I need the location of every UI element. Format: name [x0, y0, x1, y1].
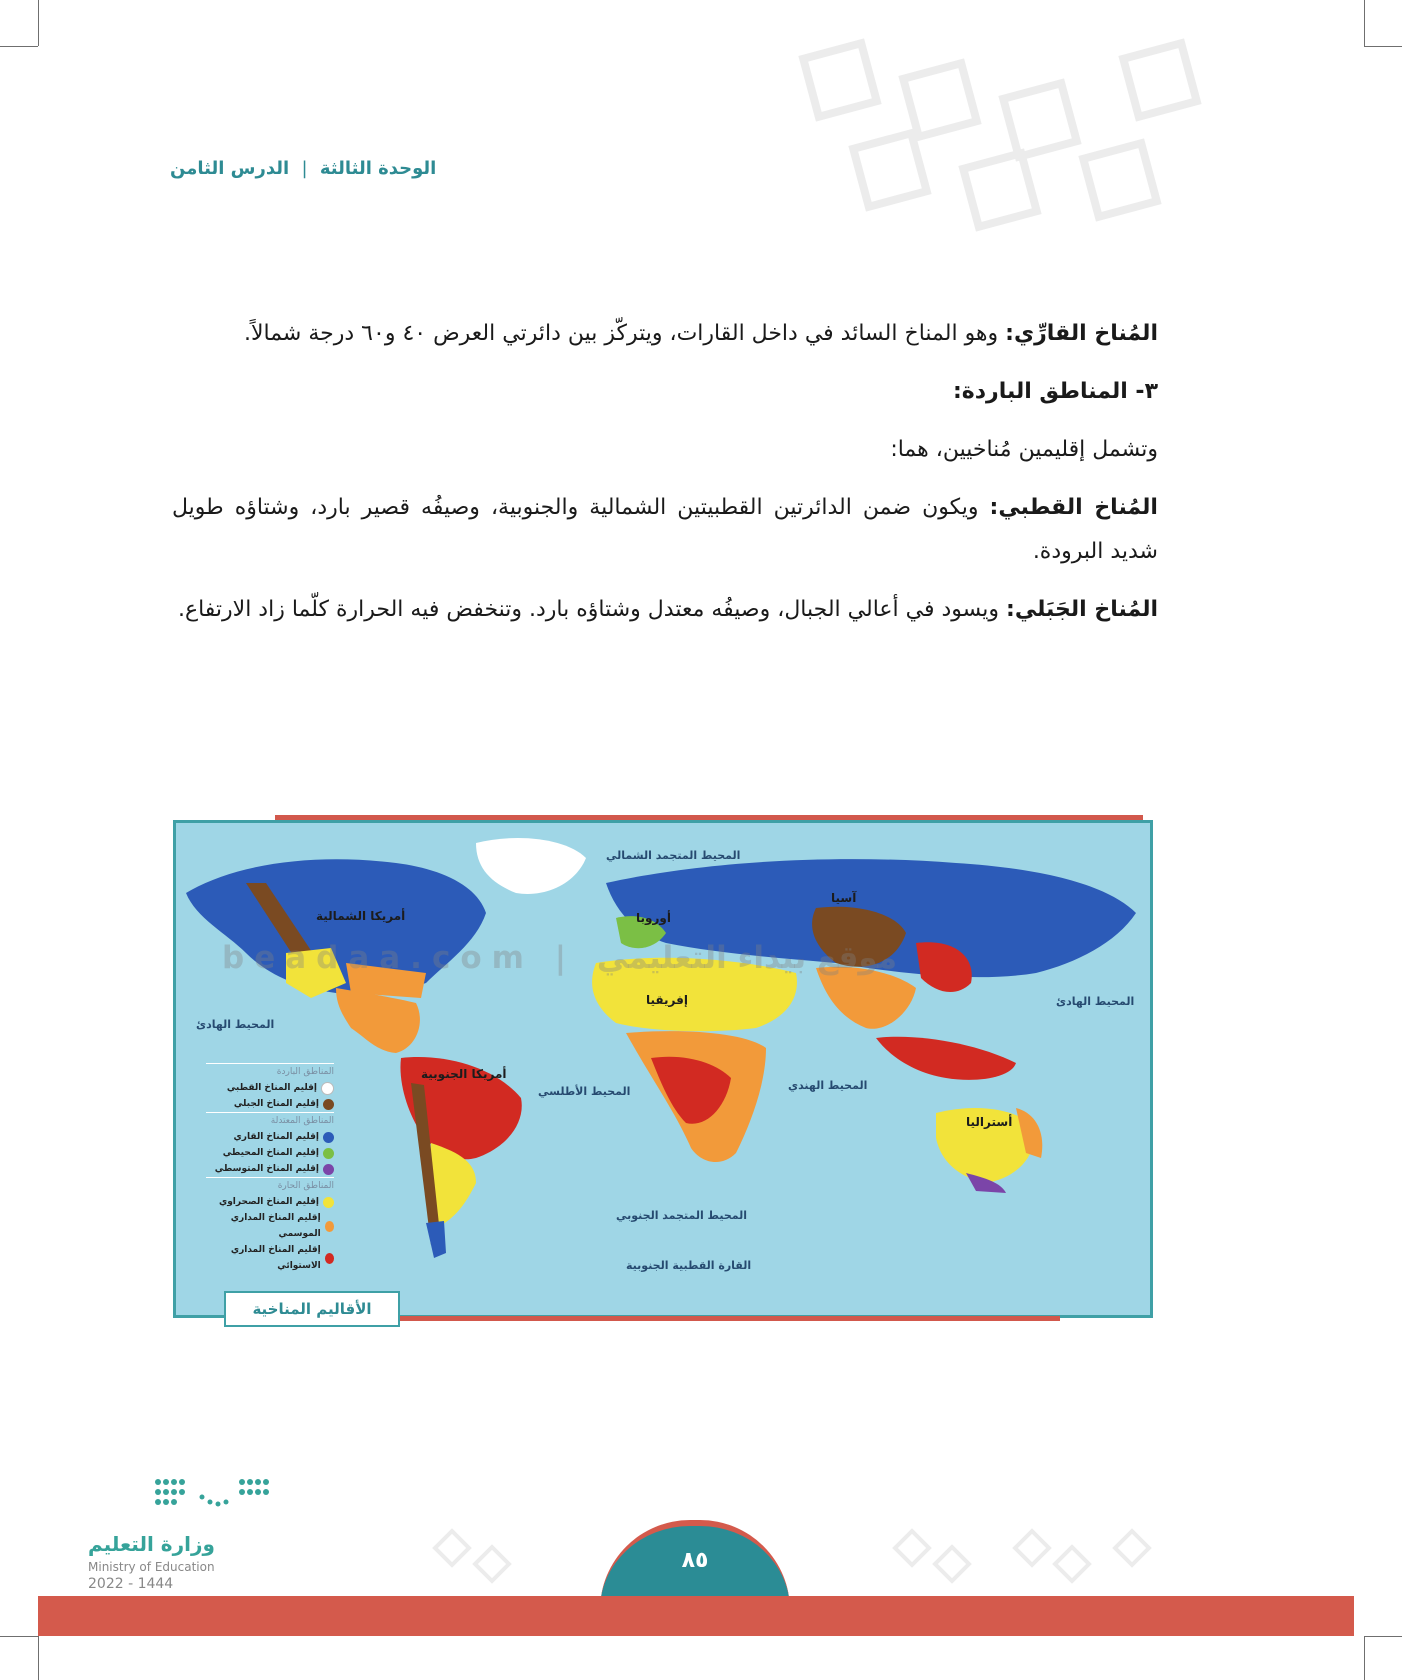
- legend-swatch-equatorial: [325, 1253, 334, 1264]
- legend-label-continental: إقليم المناخ القاري: [233, 1132, 319, 1142]
- lesson-label: الدرس الثامن: [170, 158, 290, 179]
- legend-item-continental: [206, 1129, 334, 1145]
- label-arctic-ocean: المحيط المتجمد الشمالي: [606, 849, 741, 862]
- crop-mark: [38, 0, 39, 46]
- ministry-name-ar: وزارة التعليم: [88, 1532, 215, 1556]
- legend-label-oceanic: إقليم المناخ المحيطي: [222, 1148, 319, 1158]
- legend-label-mountain: إقليم المناخ الجبلي: [233, 1099, 319, 1109]
- legend-item-monsoon: [206, 1210, 334, 1242]
- map-legend: [206, 1063, 334, 1274]
- edition-year: 2022 - 1444: [88, 1576, 174, 1592]
- label-pacific-east: المحيط الهادئ: [1056, 995, 1135, 1008]
- crop-mark: [0, 1636, 38, 1637]
- watermark: beadaa.com | موقع بيداء التعليمي: [222, 940, 898, 976]
- legend-item-oceanic: [206, 1145, 334, 1161]
- paragraph-mountain: [172, 588, 1158, 632]
- lesson-content: [172, 312, 1158, 646]
- text-continental: وهو المناخ السائد في داخل القارات، ويتركّز بين دائرتي العرض ٤٠ و٦٠ درجة شمالاً.: [243, 321, 1006, 346]
- legend-item-polar: [206, 1080, 334, 1096]
- label-africa: إفريقيا: [646, 993, 688, 1007]
- running-header: [170, 158, 436, 179]
- label-southern: المحيط المتجمد الجنوبي: [616, 1209, 748, 1222]
- label-indian: المحيط الهندي: [788, 1079, 868, 1092]
- crop-mark: [38, 1636, 39, 1680]
- legend-item-mountain: [206, 1096, 334, 1112]
- label-south-america: أمريكا الجنوبية: [421, 1067, 507, 1081]
- label-north-america: أمريكا الشمالية: [316, 909, 406, 923]
- legend-group-temperate: المناطق المعتدلة: [206, 1112, 334, 1129]
- legend-swatch-desert: [323, 1197, 334, 1208]
- label-antarctica: القارة القطبية الجنوبية: [626, 1259, 752, 1272]
- legend-swatch-oceanic: [323, 1148, 334, 1159]
- decorative-pattern: [790, 30, 1230, 280]
- label-atlantic: المحيط الأطلسي: [538, 1085, 631, 1098]
- header-separator: |: [301, 158, 308, 179]
- paragraph-cold-intro: وتشمل إقليمين مُناخيين، هما:: [890, 437, 1158, 462]
- footer-bar: [38, 1596, 1354, 1636]
- text-mountain: ويسود في أعالي الجبال، وصيفُه معتدل وشتاؤه بارد. وتنخفض فيه الحرارة كلّما زاد الارتفاع.: [177, 597, 1007, 622]
- ministry-dots-icon: [152, 1472, 292, 1522]
- term-continental: المُناخ القارِّي:: [1005, 321, 1158, 346]
- legend-group-cold: المناطق الباردة: [206, 1063, 334, 1080]
- legend-label-desert: إقليم المناخ الصحراوي: [218, 1197, 319, 1207]
- climate-map: [173, 820, 1153, 1318]
- legend-swatch-continental: [323, 1132, 334, 1143]
- legend-swatch-polar: [321, 1082, 334, 1095]
- term-mountain: المُناخ الجَبَلي:: [1006, 597, 1158, 622]
- legend-swatch-mediterranean: [323, 1164, 334, 1175]
- paragraph-polar: [172, 486, 1158, 574]
- legend-swatch-mountain: [323, 1099, 334, 1110]
- crop-mark: [1364, 1636, 1402, 1637]
- crop-mark: [1364, 0, 1365, 46]
- legend-label-equatorial: إقليم المناخ المداري الاستوائي: [230, 1245, 321, 1271]
- page-number: ٨٥: [681, 1548, 709, 1573]
- paragraph-continental: [172, 312, 1158, 356]
- ministry-name-en: Ministry of Education: [88, 1560, 215, 1574]
- crop-mark: [0, 46, 38, 47]
- legend-label-polar: إقليم المناخ القطبي: [226, 1083, 317, 1093]
- label-europe: أوروبا: [636, 911, 671, 925]
- label-asia: آسيا: [831, 891, 857, 905]
- heading-cold-regions: ٣- المناطق الباردة:: [952, 379, 1158, 404]
- legend-group-hot: المناطق الحارة: [206, 1177, 334, 1194]
- legend-swatch-monsoon: [325, 1221, 334, 1232]
- label-pacific-west: المحيط الهادئ: [196, 1018, 275, 1031]
- figure-caption: الأقاليم المناخية: [224, 1291, 400, 1327]
- footer-decorative-pattern: [420, 1516, 1180, 1596]
- label-australia: أستراليا: [966, 1115, 1013, 1129]
- legend-item-mediterranean: [206, 1161, 334, 1177]
- term-polar: المُناخ القطبي:: [989, 495, 1158, 520]
- text-polar: ويكون ضمن الدائرتين القطبيتين الشمالية والجنوبية، وصيفُه قصير بارد، وشتاؤه طويل شديد البرودة.: [172, 495, 1158, 564]
- crop-mark: [1364, 1636, 1365, 1680]
- legend-item-equatorial: [206, 1242, 334, 1274]
- legend-label-mediterranean: إقليم المناخ المتوسطي: [214, 1164, 319, 1174]
- legend-label-monsoon: إقليم المناخ المداري الموسمي: [230, 1213, 321, 1239]
- unit-label: الوحدة الثالثة: [319, 158, 437, 179]
- crop-mark: [1364, 46, 1402, 47]
- legend-item-desert: [206, 1194, 334, 1210]
